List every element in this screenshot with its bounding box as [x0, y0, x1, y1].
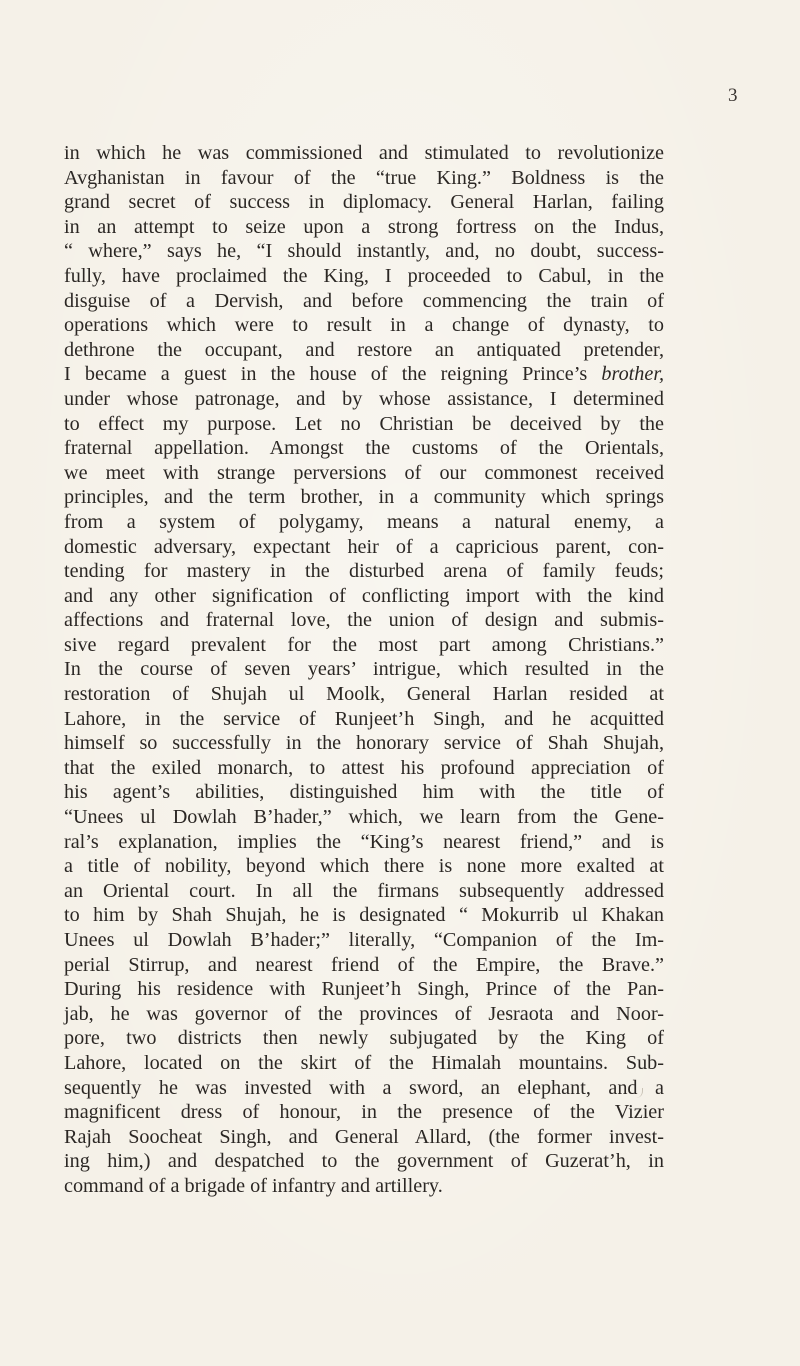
text-line: a title of nobility, beyond which there is none more exalted at	[64, 855, 664, 878]
text-line: fully, have proclaimed the King, I proceeded to Cabul, in the	[64, 264, 664, 287]
text-line: Unees ul Dowlah B’hader;” literally, “Companion of the Im-	[64, 929, 664, 951]
text-line: “Unees ul Dowlah B’hader,” which, we learn from the Gene-	[64, 806, 664, 829]
text-line: affections and fraternal love, the union of design and submis-	[64, 609, 664, 632]
text-line: tending for mastery in the disturbed arena of family feuds;	[64, 560, 664, 583]
text-line: Avghanistan in favour of the “true King.” Boldness is the	[64, 166, 664, 189]
text-line: domestic adversary, expectant heir of a capricious parent, con-	[64, 535, 664, 558]
text-segment: I became a guest in the house of the reigning Prince’s	[64, 363, 588, 386]
text-line: fraternal appellation. Amongst the customs of the Orientals,	[64, 437, 664, 460]
text-line: Lahore, located on the skirt of the Himalah mountains. Sub-	[64, 1051, 664, 1074]
body-text	[64, 141, 664, 1199]
text-line: restoration of Shujah ul Moolk, General Harlan resided at	[64, 683, 664, 706]
text-line: to effect my purpose. Let no Christian be deceived by the	[64, 412, 664, 435]
text-line: In the course of seven years’ intrigue, which resulted in the	[64, 658, 664, 681]
text-line: that the exiled monarch, to attest his profound appreciation of	[64, 756, 664, 779]
text-line: from a system of polygamy, means a natural enemy, a	[64, 510, 664, 533]
text-line: an Oriental court. In all the firmans subsequently addressed	[64, 879, 664, 902]
text-line: Lahore, in the service of Runjeet’h Singh, and he acquitted	[64, 707, 664, 730]
text-line: to him by Shah Shujah, he is designated “ Mokurrib ul Khakan	[64, 904, 664, 927]
text-line: his agent’s abilities, distinguished him with the title of	[64, 781, 664, 804]
text-line: ing him,) and despatched to the government of Guzerat’h, in	[64, 1150, 664, 1173]
page-number: 3	[728, 85, 738, 106]
text-line: pore, two districts then newly subjugated by the King of	[64, 1027, 664, 1050]
text-line: in which he was commissioned and stimulated to revolutionize	[64, 142, 664, 164]
text-line: principles, and the term brother, in a community which springs	[64, 486, 664, 509]
text-line-last: command of a brigade of infantry and artillery.	[64, 1174, 443, 1197]
text-line: himself so successfully in the honorary service of Shah Shujah,	[64, 732, 664, 755]
text-line: Rajah Soocheat Singh, and General Allard, (the former invest-	[64, 1125, 664, 1148]
text-line: magnificent dress of honour, in the presence of the Vizier	[64, 1101, 664, 1124]
text-line: operations which were to result in a change of dynasty, to	[64, 314, 664, 337]
text-line: “ where,” says he, “I should instantly, and, no doubt, success-	[64, 240, 664, 263]
text-line: we meet with strange perversions of our commonest received	[64, 461, 664, 484]
text-line: under whose patronage, and by whose assistance, I determined	[64, 387, 664, 410]
text-line: During his residence with Runjeet’h Singh, Prince of the Pan-	[64, 978, 664, 1001]
text-line: grand secret of success in diplomacy. General Harlan, failing	[64, 191, 664, 214]
italic-word: brother,	[601, 363, 665, 386]
text-line: perial Stirrup, and nearest friend of the Empire, the Brave.”	[64, 953, 664, 976]
text-line: ral’s explanation, implies the “King’s nearest friend,” and is	[64, 830, 664, 853]
text-line: sive regard prevalent for the most part among Christians.”	[64, 633, 664, 656]
text-line-with-italic	[64, 362, 664, 387]
text-line: jab, he was governor of the provinces of Jesraota and Noor-	[64, 1002, 664, 1025]
text-line: in an attempt to seize upon a strong fortress on the Indus,	[64, 215, 664, 238]
text-line: dethrone the occupant, and restore an antiquated pretender,	[64, 338, 664, 361]
text-line: and any other signification of conflicting import with the kind	[64, 584, 664, 607]
text-line: sequently he was invested with a sword, an elephant, and a	[64, 1076, 664, 1099]
text-line: disguise of a Dervish, and before commencing the train of	[64, 289, 664, 312]
